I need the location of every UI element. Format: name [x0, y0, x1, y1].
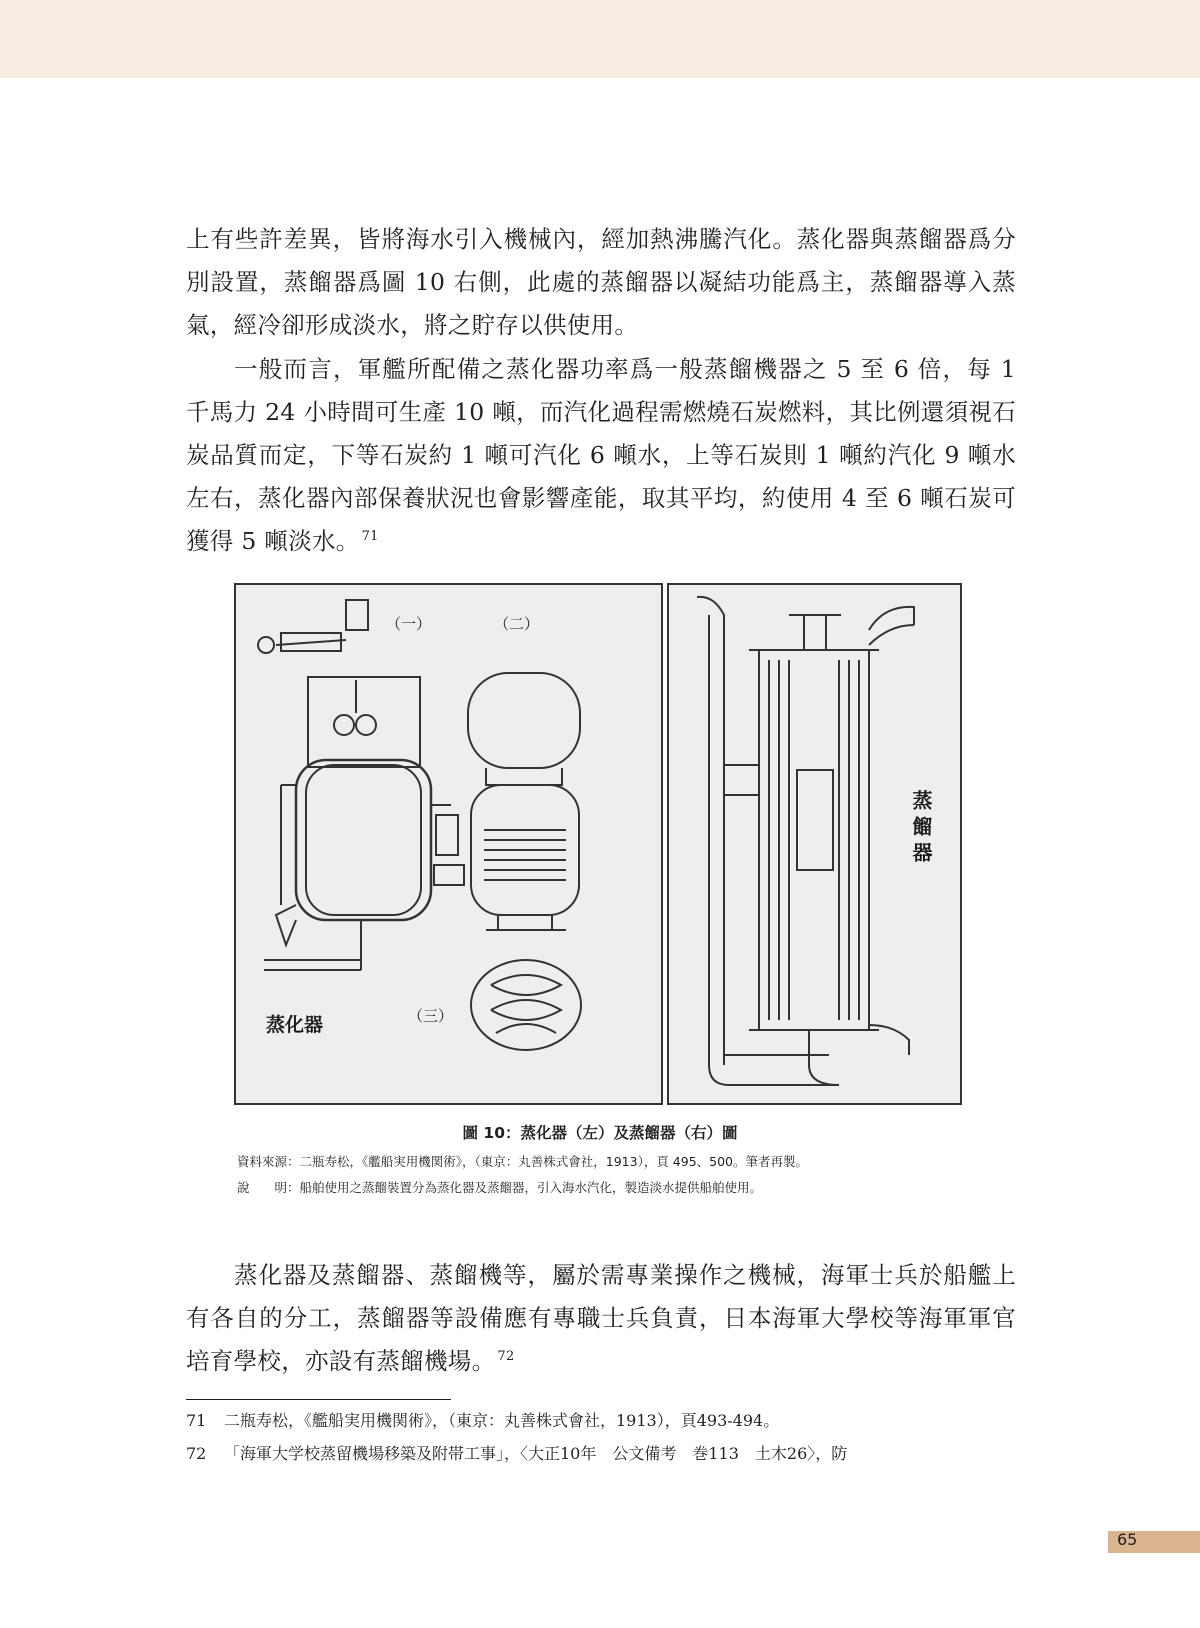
footnote-ref-71[interactable]: 71 — [361, 529, 379, 545]
figure-10 — [234, 583, 962, 1105]
footnote-number: 71 — [186, 1411, 207, 1430]
header-band — [0, 0, 1200, 78]
figure-source: 資料來源：二瓶寿松，《艦船実用機関術》，（東京：丸善株式會社，1913），頁 495、500。筆者再製。 — [237, 1154, 809, 1169]
body-paragraph-2: 一般而言，軍艦所配備之蒸化器功率爲一般蒸餾機器之 5 至 6 倍，每 1 千馬力 24 小時間可生產 10 噸，而汽化過程需燃燒石炭燃料，其比例還須視石炭品質而定，下等石炭約 1 噸可汽化 6 噸水，上等石炭則 1 噸約汽化 9 噸水左右，蒸化器內部保養狀況也會影響產能，取其平均，約使用 4 至 6 噸石炭可獲得 5 噸淡水。 $^{71}$ — [186, 355, 1016, 555]
part-label-2: （二） — [494, 615, 540, 633]
distiller-label: 蒸餾器 — [909, 790, 933, 868]
evaporator-label: 蒸化器 — [266, 1014, 324, 1036]
footnote-number: 72 — [186, 1444, 207, 1463]
footnote-text: 「海軍大学校蒸留機場移築及附帯工事」，〈大正10年 公文備考 巻113 土木26〉，防 — [224, 1444, 848, 1463]
figure-caption: 圖 10：蒸化器（左）及蒸餾器（右）圖 — [462, 1124, 738, 1142]
figure-note: 說 明：船舶使用之蒸餾裝置分為蒸化器及蒸餾器，引入海水汽化，製造淡水提供船舶使用。 — [237, 1180, 763, 1195]
body-paragraph-1: 上有些許差異，皆將海水引入機械內，經加熱沸騰汽化。蒸化器與蒸餾器爲分別設置，蒸餾器爲圖 10 右側，此處的蒸餾器以凝結功能爲主，蒸餾器導入蒸氣，經冷卻形成淡水，將之貯存以供使用。 — [186, 225, 1016, 339]
footnote-divider — [186, 1399, 451, 1400]
evaporator-diagram — [234, 583, 663, 1105]
body-paragraph-3: 蒸化器及蒸餾器、蒸餾機等，屬於需專業操作之機械，海軍士兵於船艦上有各自的分工，蒸餾器等設備應有專職士兵負責，日本海軍大學校等海軍軍官培育學校，亦設有蒸餾機場。 $^{72}$ — [186, 1261, 1016, 1375]
part-label-3: （三） — [408, 1007, 454, 1025]
footnote-72 — [186, 1443, 1016, 1465]
footnote-ref-72[interactable]: 72 — [497, 1349, 515, 1365]
footnote-text: 二瓶寿松，《艦船実用機関術》，（東京：丸善株式會社，1913），頁493-494。 — [224, 1411, 780, 1430]
footnote-71 — [186, 1410, 1016, 1432]
distiller-diagram — [667, 583, 962, 1105]
page-number: 65 — [1117, 1530, 1138, 1549]
part-label-1: （一） — [386, 615, 432, 633]
